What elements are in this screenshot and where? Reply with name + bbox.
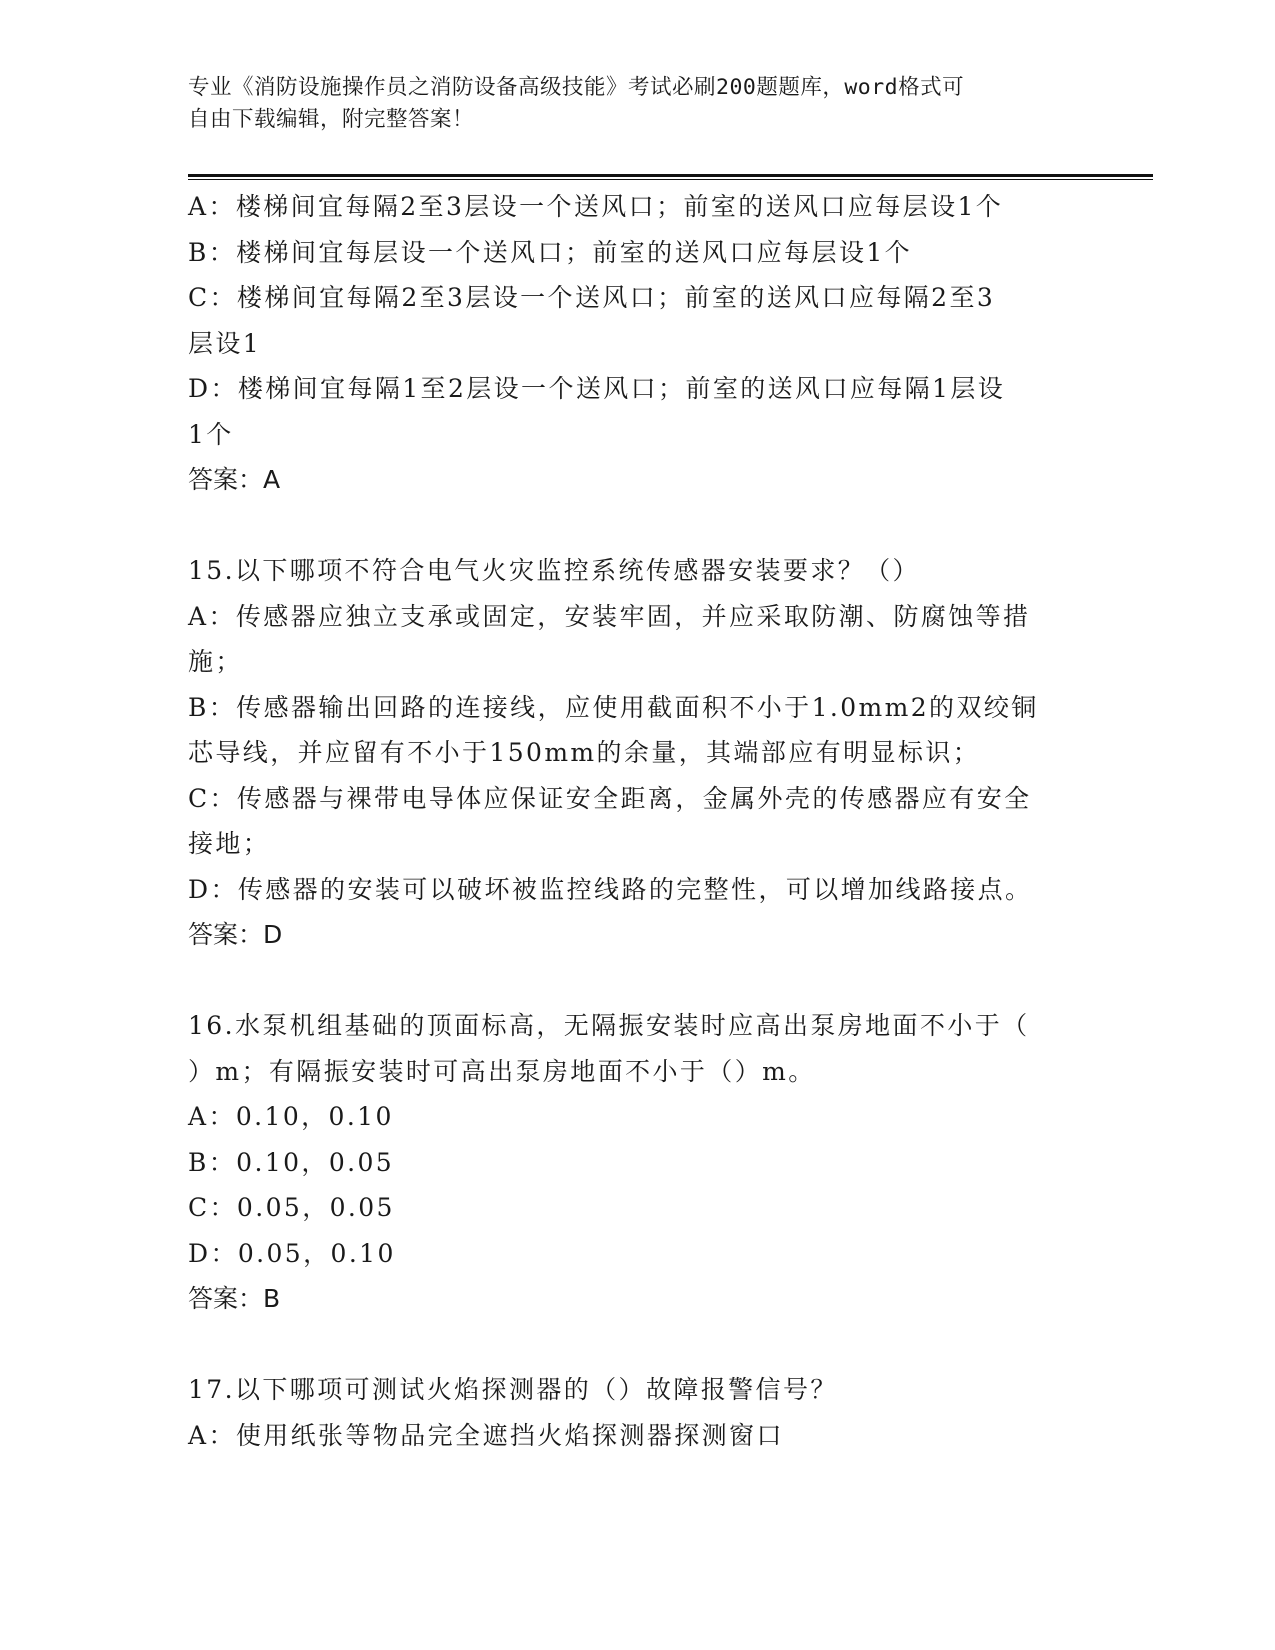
option-a: A：楼梯间宜每隔2至3层设一个送风口；前室的送风口应每层设1个 [188,192,1004,221]
question-15 [188,548,1076,958]
option-a: A：使用纸张等物品完全遮挡火焰探测器探测窗口 [188,1420,784,1450]
header-line-1: 专业《消防设施操作员之消防设备高级技能》考试必刷200题题库，word格式可 [188,75,965,100]
option-d: D：楼梯间宜每隔1至2层设一个送风口；前室的送风口应每隔1层设 [188,374,1006,403]
option-c: C：0.05，0.05 [188,1193,395,1222]
option-b: B：传感器输出回路的连接线，应使用截面积不小于1.0mm2的双绞铜 [188,692,1039,722]
question-text: 15.以下哪项不符合电气火灾监控系统传感器安装要求？（） [188,556,920,585]
option-a-cont: 施； [188,647,243,676]
answer-label: 答案：A [188,465,281,494]
header-line-2: 自由下载编辑，附完整答案！ [188,107,475,132]
option-d-cont: 1个 [188,419,234,449]
question-14-tail [188,184,1076,503]
option-c: C：楼梯间宜每隔2至3层设一个送风口；前室的送风口应每隔2至3 [188,283,996,312]
option-c: C：传感器与裸带电导体应保证安全距离，金属外壳的传感器应有安全 [188,783,1032,813]
question-list [188,184,1076,1458]
option-d: D：0.05，0.10 [188,1238,396,1268]
option-b: B：0.10，0.05 [188,1147,395,1177]
option-b: B：楼梯间宜每层设一个送风口；前室的送风口应每层设1个 [188,237,913,267]
question-16 [188,1003,1076,1322]
header-divider [188,174,1153,180]
question-17 [188,1367,1076,1458]
answer-label: 答案：B [188,1284,281,1313]
option-c-cont: 接地； [188,829,271,858]
question-text: 17.以下哪项可测试火焰探测器的（）故障报警信号？ [188,1375,838,1404]
option-a: A：0.10，0.10 [188,1102,394,1131]
document-page [188,72,1076,1458]
option-a: A：传感器应独立支承或固定，安装牢固，并应采取防潮、防腐蚀等措 [188,601,1031,631]
option-b-cont: 芯导线，并应留有不小于150mm的余量，其端部应有明显标识； [188,738,981,767]
document-header [188,72,1076,136]
option-d: D：传感器的安装可以破坏被监控线路的完整性，可以增加线路接点。 [188,874,1033,904]
option-c-cont: 层设1 [188,328,262,358]
question-text: 16.水泵机组基础的顶面标高，无隔振安装时应高出泵房地面不小于（ [188,1011,1030,1040]
question-text-cont: ）m；有隔振安装时可高出泵房地面不小于（）m。 [188,1056,816,1086]
answer-label: 答案：D [188,920,283,949]
